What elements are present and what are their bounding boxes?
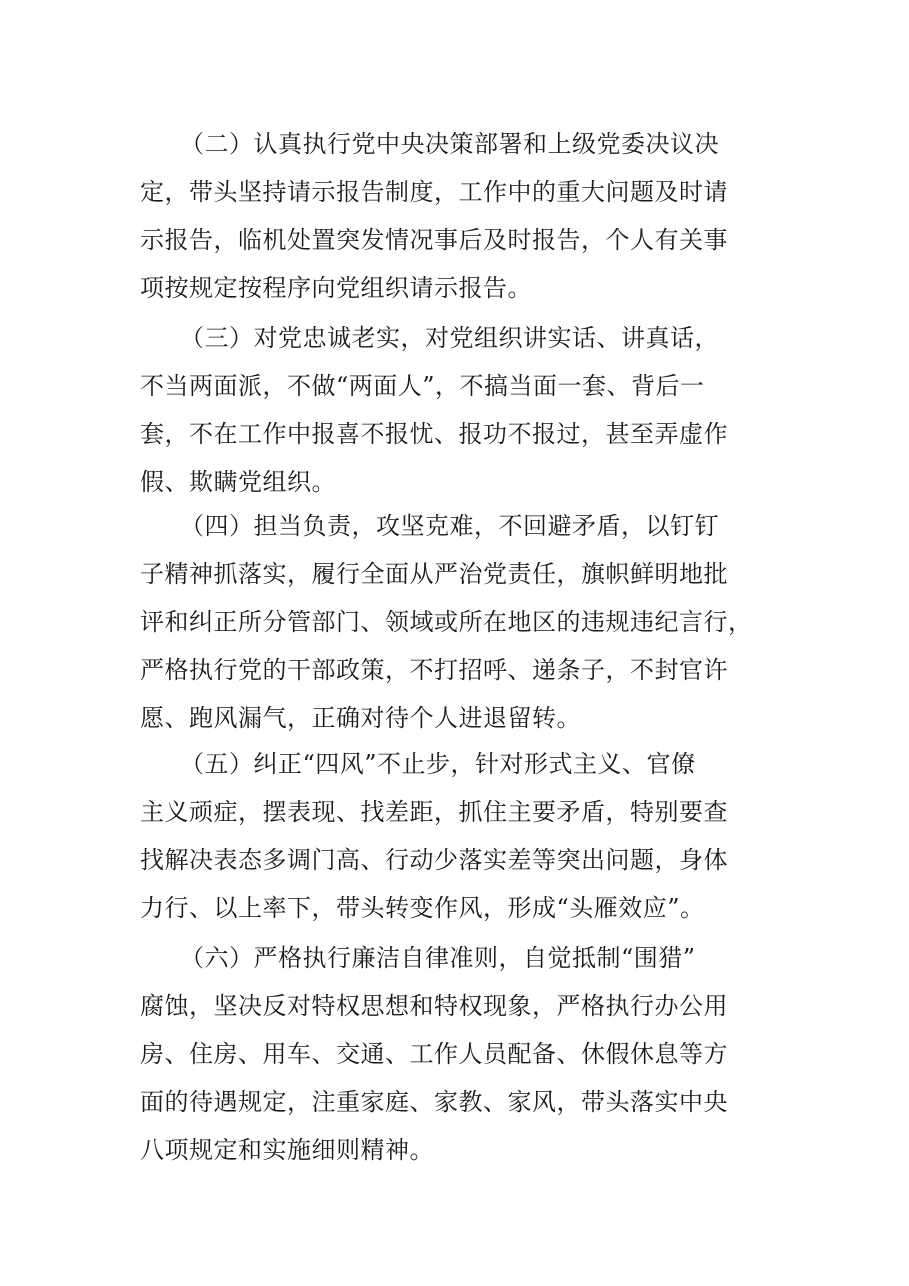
paragraph-line: 面的待遇规定，注重家庭、家教、家风，带头落实中央 [140, 1088, 728, 1116]
paragraph-line: 套，不在工作中报喜不报忧、报功不报过，甚至弄虚作 [140, 420, 728, 448]
paragraph-line: （五）纠正“四风”不止步，针对形式主义、官僚 [180, 750, 696, 778]
paragraph-line: 示报告，临机处置突发情况事后及时报告，个人有关事 [140, 226, 728, 254]
paragraph-line: （二）认真执行党中央决策部署和上级党委决议决 [180, 130, 719, 158]
paragraph-line: （三）对党忠诚老实，对党组织讲实话、讲真话， [180, 324, 719, 352]
paragraph-line: 八项规定和实施细则精神。 [140, 1136, 434, 1164]
paragraph-line: 不当两面派，不做“两面人”，不搞当面一套、背后一 [140, 372, 705, 400]
paragraph-line: 严格执行党的干部政策，不打招呼、递条子，不封官许 [140, 656, 728, 684]
paragraph-line: 愿、跑风漏气，正确对待个人进退留转。 [140, 704, 581, 732]
paragraph-line: 项按规定按程序向党组织请示报告。 [140, 274, 532, 302]
paragraph-line: 主义顽症，摆表现、找差距，抓住主要矛盾，特别要查 [140, 798, 728, 826]
paragraph-line: 评和纠正所分管部门、领域或所在地区的违规违纪言行， [140, 608, 753, 636]
paragraph-line: 定，带头坚持请示报告制度，工作中的重大问题及时请 [140, 178, 728, 206]
paragraph-line: 腐蚀，坚决反对特权思想和特权现象，严格执行办公用 [140, 992, 728, 1020]
paragraph-line: 力行、以上率下，带头转变作风，形成“头雁效应”。 [140, 894, 705, 922]
paragraph-line: 房、住房、用车、交通、工作人员配备、休假休息等方 [140, 1040, 728, 1068]
paragraph-line: 找解决表态多调门高、行动少落实差等突出问题，身体 [140, 846, 728, 874]
paragraph-line: 假、欺瞒党组织。 [140, 468, 336, 496]
paragraph-line: （六）严格执行廉洁自律准则，自觉抵制“围猎” [180, 944, 696, 972]
paragraph-line: 子精神抓落实，履行全面从严治党责任，旗帜鲜明地批 [140, 560, 728, 588]
paragraph-line: （四）担当负责，攻坚克难，不回避矛盾，以钉钉 [180, 512, 719, 540]
